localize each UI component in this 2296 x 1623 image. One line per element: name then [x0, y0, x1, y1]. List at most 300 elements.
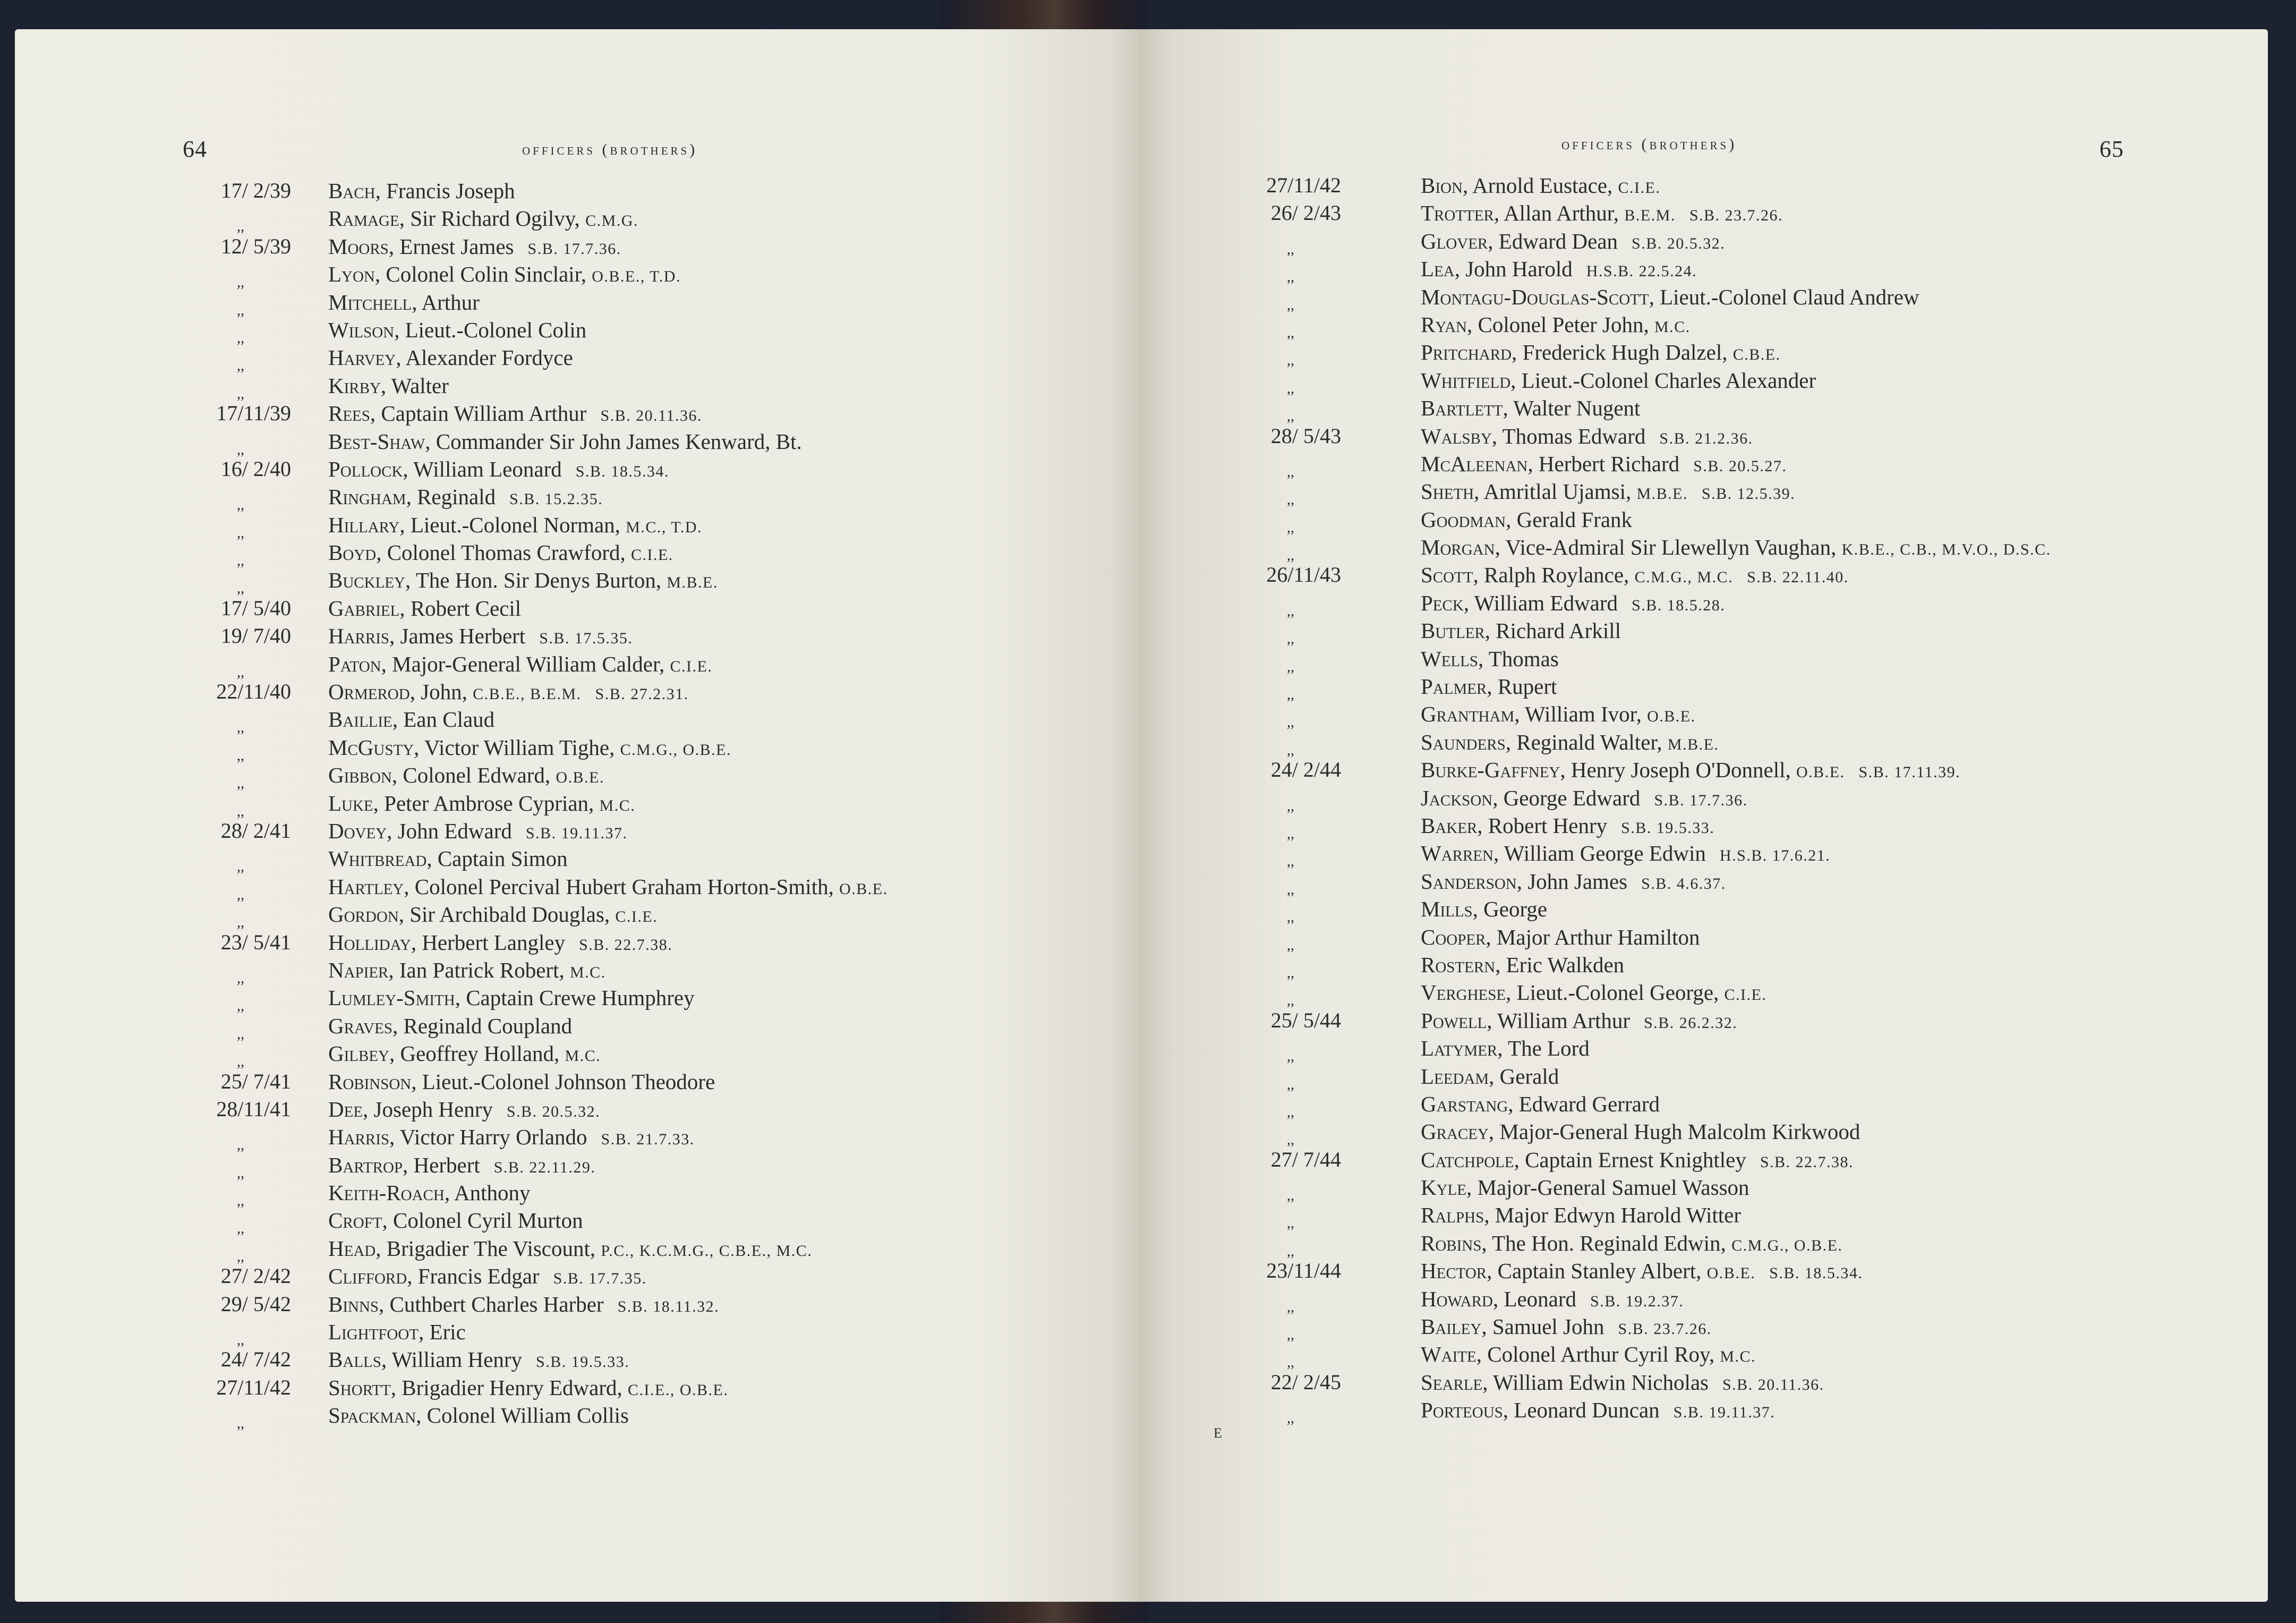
entry-given-names: , William Ivor,	[1514, 702, 1648, 727]
entry-surname: Gabriel	[328, 596, 400, 621]
page-number: 65	[2099, 136, 2124, 162]
entry-date: ,,	[1287, 1327, 1294, 1344]
entry-surname: Wells	[1421, 646, 1478, 671]
entry-sb-date: S.B. 21.2.36.	[1659, 429, 1753, 447]
entry-row	[169, 706, 1125, 736]
entry-name	[1421, 311, 1691, 341]
entry-row	[1219, 1090, 2249, 1118]
entry-given-names: , Rupert	[1487, 674, 1557, 699]
entry-surname: Hillary	[328, 512, 400, 537]
entry-honours: M.C., T.D.	[626, 518, 703, 536]
entry-date: 23/ 5/41	[220, 930, 291, 954]
entry-given-names: , Captain Ernest Knightley	[1514, 1147, 1746, 1172]
entry-name	[328, 1401, 629, 1429]
entry-name	[1421, 533, 2051, 564]
entry-given-names: , Amritlal Ujamsi,	[1474, 479, 1637, 504]
entry-honours: O.B.E.	[839, 880, 888, 898]
entry-date: ,,	[1287, 1187, 1294, 1204]
entry-surname: Robins	[1421, 1230, 1482, 1255]
entry-given-names: , James Herbert	[389, 624, 526, 649]
entry-honours: C.I.E.	[1724, 986, 1767, 1004]
entry-given-names: , Edward Dean	[1488, 228, 1618, 253]
entry-row	[169, 1012, 1125, 1040]
entry-row	[1219, 533, 2249, 564]
entry-row	[169, 455, 1125, 483]
entry-row	[1219, 1174, 2249, 1204]
entry-sb-date: S.B. 12.5.39.	[1701, 485, 1796, 503]
entry-name	[1421, 450, 1787, 480]
entry-date: ,,	[1287, 909, 1294, 926]
entry-sb-date: H.S.B. 22.5.24.	[1586, 262, 1697, 281]
entry-row	[169, 344, 1125, 375]
entry-sb-date: S.B. 18.11.32.	[617, 1297, 720, 1315]
entry-surname: Mitchell	[328, 290, 412, 315]
entry-name	[1421, 1369, 1824, 1399]
entry-row	[169, 177, 1125, 205]
entry-surname: Kirby	[328, 373, 381, 398]
entry-row	[169, 956, 1125, 987]
entry-name	[328, 1346, 629, 1376]
entry-date: 26/ 2/43	[1270, 201, 1341, 225]
entry-date: ,,	[237, 1137, 244, 1154]
entry-surname: Croft	[328, 1208, 382, 1233]
entry-surname: Baillie	[328, 707, 392, 732]
entry-row	[169, 1095, 1125, 1123]
entry-name	[328, 428, 802, 455]
entry-given-names: , Colonel William Collis	[416, 1403, 629, 1428]
entry-given-names: , Lieut.-Colonel Johnson Theodore	[411, 1069, 715, 1094]
entry-surname: Cooper	[1421, 924, 1486, 949]
entry-name	[328, 260, 681, 291]
entry-sb-date: S.B. 20.5.32.	[1632, 234, 1726, 252]
entry-name	[328, 1179, 531, 1206]
left-page	[15, 29, 1146, 1602]
entry-sb-date: S.B. 23.7.26.	[1618, 1320, 1712, 1338]
entry-given-names: , Francis Edgar	[407, 1264, 540, 1289]
entry-row	[1219, 338, 2249, 369]
entry-honours: M.C.	[1720, 1348, 1756, 1366]
entry-surname: Binns	[328, 1291, 379, 1316]
entry-surname: Leedam	[1421, 1064, 1489, 1089]
entry-name	[328, 511, 702, 541]
entry-date: 24/ 2/44	[1270, 758, 1341, 782]
entry-date: 27/11/42	[1266, 173, 1341, 197]
entry-honours: M.B.E.	[1667, 735, 1719, 753]
entry-date: ,,	[1287, 658, 1294, 675]
entry-date: ,,	[237, 441, 244, 458]
entry-honours: M.C.	[599, 796, 636, 814]
entry-date: ,,	[237, 1053, 244, 1070]
entry-honours: M.B.E.	[667, 574, 718, 592]
entry-given-names: , John Harold	[1454, 257, 1573, 282]
entry-honours: C.I.E.	[1618, 179, 1661, 197]
entry-row	[1219, 673, 2249, 703]
entry-given-names: , William Arthur	[1487, 1008, 1631, 1033]
entry-sb-date: H.S.B. 17.6.21.	[1719, 847, 1831, 865]
entry-surname: Latymer	[1421, 1036, 1498, 1061]
entry-surname: Head	[328, 1236, 376, 1261]
entry-name	[1421, 895, 1547, 923]
entry-sb-date: S.B. 18.5.28.	[1632, 596, 1726, 614]
entry-date: ,,	[1287, 714, 1294, 731]
entry-name	[1421, 172, 1660, 202]
entry-name	[328, 1262, 647, 1293]
entry-row	[169, 288, 1125, 319]
entry-sb-date: S.B. 27.2.31.	[595, 685, 689, 703]
entry-row	[1219, 394, 2249, 425]
entry-name	[328, 594, 521, 622]
entry-given-names: , Thomas Edward	[1491, 423, 1646, 448]
entry-honours: O.B.E., T.D.	[592, 268, 681, 286]
right-page	[1139, 29, 2268, 1602]
entry-surname: Scott	[1421, 563, 1473, 588]
entry-surname: Montagu-Douglas-Scott	[1421, 284, 1649, 309]
entry-surname: Peck	[1421, 590, 1464, 615]
entry-surname: Bach	[328, 179, 375, 203]
entry-name	[1421, 1229, 1842, 1260]
entry-sb-date: S.B. 22.7.38.	[1760, 1153, 1854, 1171]
entry-row	[1219, 617, 2249, 648]
entry-date: ,,	[1287, 1410, 1294, 1427]
entry-given-names: , Colonel Peter John,	[1466, 312, 1654, 337]
entry-date: ,,	[237, 775, 244, 792]
entry-surname: Grantham	[1421, 702, 1515, 727]
entry-name	[328, 789, 635, 820]
entry-row	[169, 372, 1125, 400]
entry-surname: Clifford	[328, 1264, 407, 1289]
entry-date: ,,	[237, 719, 244, 736]
entry-name	[328, 1318, 466, 1346]
entry-date: ,,	[1287, 463, 1294, 480]
entry-surname: Mills	[1421, 897, 1473, 922]
entry-surname: Searle	[1421, 1370, 1483, 1395]
entry-given-names: , William Edward	[1463, 590, 1618, 615]
entry-name	[328, 1040, 601, 1070]
entry-sb-date: S.B. 20.11.36.	[600, 407, 703, 425]
entry-date: ,,	[237, 553, 244, 570]
entry-date: 29/ 5/42	[220, 1291, 291, 1316]
entry-date: ,,	[237, 1220, 244, 1237]
entry-name	[1421, 673, 1557, 700]
entry-surname: Sanderson	[1421, 869, 1517, 894]
entry-row	[169, 650, 1125, 681]
entry-row	[1219, 589, 2249, 617]
entry-surname: McGusty	[328, 735, 414, 760]
entry-row	[169, 1123, 1125, 1154]
entry-name	[1421, 478, 1795, 508]
entry-row	[169, 205, 1125, 235]
entry-given-names: , Ean Claud	[392, 707, 495, 732]
entry-name	[1421, 645, 1559, 673]
entry-date: 24/ 7/42	[220, 1347, 291, 1372]
entry-sb-date: S.B. 17.7.36.	[1654, 791, 1748, 809]
entry-row	[169, 789, 1125, 820]
entry-name	[1421, 1146, 1854, 1176]
entry-date: ,,	[237, 329, 244, 346]
entry-surname: Shortt	[328, 1375, 391, 1400]
entry-sb-date: S.B. 15.2.35.	[509, 490, 603, 508]
entry-surname: Bion	[1421, 173, 1463, 198]
entry-surname: Verghese	[1421, 980, 1506, 1005]
entry-name	[328, 1290, 719, 1321]
entry-name	[1421, 1034, 1590, 1062]
entry-surname: Best-Shaw	[328, 429, 425, 454]
entry-sb-date: S.B. 19.5.33.	[1621, 819, 1715, 837]
entry-date: ,,	[1287, 1076, 1294, 1093]
entry-given-names: , Victor William Tighe,	[414, 735, 620, 760]
entry-honours: C.I.E.	[615, 908, 658, 926]
entry-name	[328, 1068, 715, 1095]
entry-date: ,,	[237, 998, 244, 1015]
entry-name	[1421, 227, 1725, 258]
entry-surname: McAleenan	[1421, 451, 1528, 476]
entry-honours: O.B.E.	[556, 769, 604, 787]
entry-date: ,,	[237, 1025, 244, 1042]
entry-row	[169, 260, 1125, 291]
entry-given-names: , Joseph Henry	[363, 1097, 493, 1121]
entry-honours: O.B.E.	[1706, 1264, 1756, 1282]
entry-name	[1421, 255, 1697, 285]
entry-name	[1421, 338, 1781, 369]
entry-row	[169, 929, 1125, 956]
entry-honours: C.B.E., B.E.M.	[473, 685, 582, 703]
entry-name	[1421, 1201, 1741, 1229]
entry-honours: C.I.E., O.B.E.	[628, 1381, 729, 1399]
entry-row	[169, 845, 1125, 876]
entry-name	[328, 483, 603, 513]
entry-date: ,,	[1287, 380, 1294, 397]
entry-surname: Luke	[328, 791, 373, 815]
entry-row	[169, 1179, 1125, 1210]
entry-sb-date: S.B. 20.11.36.	[1722, 1375, 1824, 1393]
entry-sb-date: S.B. 22.7.38.	[579, 936, 673, 954]
entry-name	[328, 539, 673, 569]
entry-date: ,,	[1287, 296, 1294, 313]
entry-row	[1219, 172, 2249, 199]
entry-given-names: , Captain Crewe Humphrey	[455, 985, 695, 1010]
entry-surname: Lea	[1421, 257, 1455, 282]
entry-surname: Jackson	[1421, 785, 1493, 810]
entry-sb-date: S.B. 20.5.32.	[506, 1102, 601, 1120]
entry-date: ,,	[1287, 686, 1294, 703]
entry-surname: Pritchard	[1421, 340, 1512, 365]
entry-name	[328, 400, 702, 430]
entry-name	[1421, 199, 1783, 230]
entry-row	[1219, 283, 2249, 311]
entry-sb-date: S.B. 18.5.34.	[1769, 1264, 1863, 1282]
entry-given-names: , Reginald Coupland	[392, 1013, 573, 1038]
entry-name	[328, 1012, 572, 1040]
entry-name	[328, 288, 480, 316]
entry-honours: B.E.M.	[1624, 207, 1676, 225]
entry-surname: Butler	[1421, 618, 1485, 643]
entry-date: ,,	[1287, 491, 1294, 508]
entry-date: ,,	[237, 302, 244, 319]
entry-row	[169, 817, 1125, 845]
entry-sb-date: S.B. 22.11.29.	[493, 1158, 596, 1176]
entry-given-names: , Commander Sir John James Kenward, Bt.	[425, 429, 802, 454]
entry-date: ,,	[1287, 1243, 1294, 1260]
entry-given-names: , Walter	[380, 373, 449, 398]
entry-honours: M.C.	[1654, 318, 1691, 336]
entry-row	[1219, 951, 2249, 979]
entry-row	[1219, 728, 2249, 759]
entry-given-names: , George Edward	[1492, 785, 1641, 810]
entry-name	[1421, 506, 1632, 533]
entry-surname: Paton	[328, 651, 381, 676]
entry-name	[1421, 1090, 1660, 1118]
entry-given-names: , Eric	[419, 1320, 466, 1345]
entry-name	[328, 734, 731, 764]
entry-given-names: , Major-General Samuel Wasson	[1466, 1175, 1749, 1200]
entry-honours: C.B.E.	[1732, 346, 1781, 364]
entry-surname: Burke-Gaffney	[1421, 758, 1560, 783]
entry-date: ,,	[237, 1193, 244, 1210]
entry-row	[169, 678, 1125, 706]
entry-date: 17/ 5/40	[220, 596, 291, 620]
entry-surname: Spackman	[328, 1403, 416, 1428]
entry-given-names: , Frederick Hugh Dalzel,	[1512, 340, 1733, 365]
entry-date: ,,	[1287, 519, 1294, 536]
entry-name	[1421, 1313, 1712, 1343]
entry-given-names: , Richard Arkill	[1484, 618, 1621, 643]
entry-name	[328, 984, 695, 1012]
entry-name	[1421, 422, 1753, 453]
entry-surname: Howard	[1421, 1286, 1493, 1311]
entry-date: ,,	[237, 886, 244, 903]
entry-honours: K.B.E., C.B., M.V.O., D.S.C.	[1841, 541, 2051, 559]
entry-surname: Bartrop	[328, 1152, 403, 1177]
entry-row	[1219, 1146, 2249, 1174]
entry-row	[1219, 868, 2249, 898]
entry-date: ,,	[1287, 1354, 1294, 1371]
entry-row	[1219, 199, 2249, 227]
entry-surname: Ralphs	[1421, 1203, 1484, 1228]
entry-row	[1219, 784, 2249, 812]
entry-date: 26/11/43	[1266, 563, 1341, 587]
entry-surname: Waite	[1421, 1342, 1476, 1367]
entry-surname: Graves	[328, 1013, 392, 1038]
entry-given-names: , William Edwin Nicholas	[1482, 1370, 1709, 1395]
entry-sb-date: S.B. 22.11.40.	[1747, 568, 1849, 587]
entry-given-names: , Edward Gerrard	[1508, 1091, 1660, 1116]
entry-name	[328, 344, 573, 371]
entry-surname: Harris	[328, 624, 390, 649]
entry-name	[1421, 756, 1960, 786]
entry-given-names: , Anthony	[444, 1180, 531, 1205]
entry-surname: Lightfoot	[328, 1320, 419, 1345]
entry-name	[328, 316, 586, 344]
entry-surname: Warren	[1421, 841, 1493, 866]
entry-date: 12/ 5/39	[220, 234, 291, 258]
entry-given-names: , Arnold Eustace,	[1462, 173, 1618, 198]
entry-date: ,,	[1287, 1132, 1294, 1149]
entry-surname: Rees	[328, 401, 370, 426]
entry-surname: Gordon	[328, 902, 399, 927]
entry-given-names: , Arthur	[412, 290, 480, 315]
entry-row	[1219, 367, 2249, 397]
entry-row	[169, 400, 1125, 427]
entry-name	[328, 845, 568, 872]
entry-name	[1421, 394, 1640, 422]
entry-surname: Ramage	[328, 206, 399, 231]
entry-honours: C.I.E.	[630, 546, 673, 564]
entry-surname: Powell	[1421, 1008, 1487, 1033]
entry-sb-date: S.B. 23.7.26.	[1689, 207, 1783, 225]
officer-list	[1219, 172, 2249, 1427]
entry-name	[1421, 784, 1748, 814]
entry-surname: Sheth	[1421, 479, 1474, 504]
entry-name	[328, 566, 718, 597]
entry-honours: O.B.E.	[1647, 708, 1696, 726]
entry-given-names: , John James	[1516, 869, 1628, 894]
entry-date: ,,	[1287, 269, 1294, 286]
entry-given-names: , Ernest James	[388, 234, 514, 259]
entry-surname: Hartley	[328, 874, 404, 899]
entry-sb-date: S.B. 26.2.32.	[1644, 1014, 1738, 1032]
entry-name	[328, 706, 494, 733]
entry-given-names: , Colonel Edward,	[391, 763, 556, 788]
entry-date: ,,	[237, 747, 244, 764]
entry-surname: Palmer	[1421, 674, 1487, 699]
entry-given-names: , Lieut.-Colonel Norman,	[399, 512, 626, 537]
entry-given-names: , Captain William Arthur	[370, 401, 587, 426]
entry-name	[1421, 839, 1830, 870]
entry-row	[1219, 561, 2249, 589]
entry-date: ,,	[1287, 937, 1294, 954]
entry-surname: Balls	[328, 1347, 381, 1372]
entry-sb-date: S.B. 17.7.36.	[527, 240, 621, 258]
entry-date: 27/ 2/42	[220, 1264, 291, 1288]
entry-given-names: , William George Edwin	[1493, 841, 1706, 866]
entry-row	[1219, 1396, 2249, 1427]
entry-row	[1219, 422, 2249, 450]
entry-row	[169, 233, 1125, 260]
entry-date: ,,	[237, 970, 244, 987]
entry-date: ,,	[1287, 1048, 1294, 1065]
entry-row	[1219, 700, 2249, 731]
entry-row	[169, 1151, 1125, 1182]
entry-row	[169, 428, 1125, 458]
entry-row	[169, 539, 1125, 570]
entry-given-names: , Lieut.-Colonel Colin	[394, 317, 587, 342]
entry-row	[1219, 979, 2249, 1009]
entry-given-names: , Captain Stanley Albert,	[1487, 1259, 1707, 1284]
entry-surname: Keith-Roach	[328, 1180, 445, 1205]
entry-row	[169, 734, 1125, 764]
entry-date: ,,	[1287, 408, 1294, 425]
entry-name	[328, 1374, 728, 1404]
entry-given-names: , The Hon. Reginald Edwin,	[1481, 1230, 1732, 1255]
entry-row	[1219, 1118, 2249, 1149]
entry-name	[1421, 1257, 1863, 1287]
entry-honours: C.I.E.	[670, 657, 713, 675]
entry-name	[328, 956, 606, 987]
entry-given-names: , Colonel Arthur Cyril Roy,	[1476, 1342, 1720, 1367]
entry-given-names: , Samuel John	[1481, 1314, 1604, 1339]
entry-row	[169, 1040, 1125, 1070]
entry-date: ,,	[1287, 547, 1294, 564]
entry-surname: Porteous	[1421, 1398, 1503, 1423]
entry-surname: Gibbon	[328, 763, 392, 788]
entry-surname: Boyd	[328, 540, 377, 565]
entry-honours: M.C.	[569, 963, 606, 981]
entry-given-names: , Vice-Admiral Sir Llewellyn Vaughan,	[1495, 535, 1842, 560]
entry-date: ,,	[1287, 797, 1294, 814]
entry-surname: Moors	[328, 234, 389, 259]
entry-surname: Morgan	[1421, 535, 1495, 560]
entry-surname: Dovey	[328, 818, 387, 843]
